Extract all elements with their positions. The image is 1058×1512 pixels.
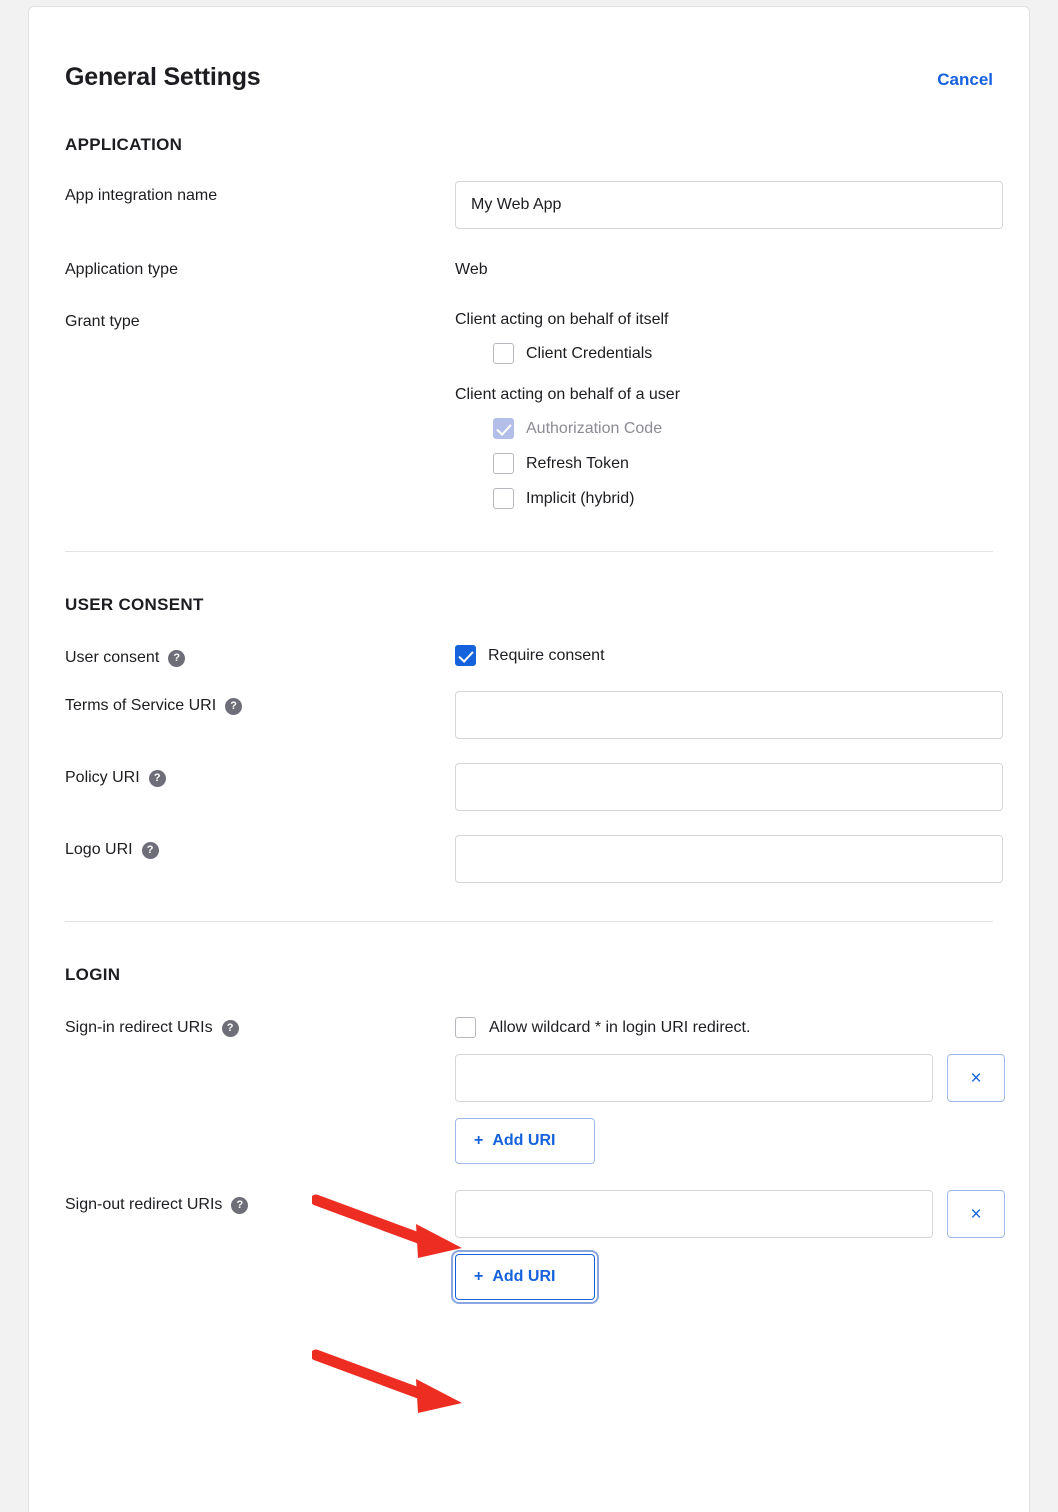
section-heading-user-consent: USER CONSENT [65, 595, 204, 614]
help-icon[interactable]: ? [142, 842, 159, 859]
row-application-type [65, 255, 993, 279]
row-policy-uri [65, 763, 993, 811]
row-logo-uri [65, 835, 993, 883]
section-heading-application: APPLICATION [65, 135, 183, 154]
label-signout-redirect-uris [65, 1190, 455, 1214]
grant-option-client-credentials[interactable] [493, 343, 993, 364]
add-signin-uri-button[interactable] [455, 1118, 595, 1164]
help-icon[interactable]: ? [222, 1020, 239, 1037]
policy-uri-input[interactable] [455, 763, 1003, 811]
checkbox-implicit-hybrid[interactable] [493, 488, 514, 509]
label-logo-uri [65, 835, 455, 859]
checkbox-authorization-code[interactable] [493, 418, 514, 439]
require-consent-row[interactable] [455, 645, 993, 666]
signin-uri-row [455, 1054, 1005, 1102]
add-signin-uri-label: Add URI [492, 1132, 556, 1149]
row-app-integration-name [65, 181, 993, 229]
checkbox-client-credentials-label: Client Credentials [526, 344, 653, 362]
logo-uri-input[interactable] [455, 835, 1003, 883]
grant-option-authorization-code[interactable] [493, 418, 993, 439]
grant-group-user-label: Client acting on behalf of a user [455, 386, 681, 403]
allow-wildcard-row[interactable] [455, 1017, 1005, 1038]
divider-application [65, 551, 993, 552]
plus-icon: + [474, 1268, 484, 1285]
label-policy-uri [65, 763, 455, 787]
signout-redirect-uris-label: Sign-out redirect URIs [65, 1196, 223, 1213]
signin-redirect-uri-input[interactable] [455, 1054, 933, 1102]
signout-uri-row [455, 1190, 1005, 1238]
application-type-label: Application type [65, 261, 178, 278]
row-signin-redirect-uris [65, 1013, 993, 1164]
cancel-button[interactable]: Cancel [937, 70, 993, 89]
tos-uri-input[interactable] [455, 691, 1003, 739]
checkbox-refresh-token-label: Refresh Token [526, 454, 629, 472]
remove-signout-uri-button[interactable]: × [947, 1190, 1005, 1238]
grant-option-refresh-token[interactable] [493, 453, 993, 474]
card-header [65, 7, 993, 92]
policy-uri-label: Policy URI [65, 769, 140, 786]
add-signout-uri-button[interactable] [455, 1254, 595, 1300]
checkbox-client-credentials[interactable] [493, 343, 514, 364]
row-user-consent [65, 643, 993, 667]
checkbox-require-consent-label: Require consent [488, 646, 605, 664]
app-integration-name-label: App integration name [65, 187, 218, 204]
remove-signin-uri-button[interactable]: × [947, 1054, 1005, 1102]
section-heading-login: LOGIN [65, 965, 121, 984]
row-signout-redirect-uris [65, 1190, 993, 1300]
add-signout-uri-label: Add URI [492, 1268, 556, 1285]
label-signin-redirect-uris [65, 1013, 455, 1037]
label-app-integration-name [65, 181, 455, 205]
page-title: General Settings [65, 63, 261, 91]
row-tos-uri [65, 691, 993, 739]
checkbox-implicit-hybrid-label: Implicit (hybrid) [526, 489, 635, 507]
label-user-consent [65, 643, 455, 667]
label-application-type [65, 255, 455, 279]
plus-icon: + [474, 1132, 484, 1149]
checkbox-allow-wildcard[interactable] [455, 1017, 476, 1038]
grant-group-self-label: Client acting on behalf of itself [455, 311, 669, 328]
signin-redirect-uris-label: Sign-in redirect URIs [65, 1019, 213, 1036]
signout-redirect-uri-input[interactable] [455, 1190, 933, 1238]
help-icon[interactable]: ? [149, 770, 166, 787]
general-settings-card [28, 6, 1030, 1512]
application-type-value: Web [455, 261, 488, 278]
app-integration-name-input[interactable] [455, 181, 1003, 229]
label-grant-type [65, 307, 455, 331]
help-icon[interactable]: ? [225, 698, 242, 715]
row-grant-type [65, 307, 993, 509]
checkbox-refresh-token[interactable] [493, 453, 514, 474]
help-icon[interactable]: ? [231, 1197, 248, 1214]
logo-uri-label: Logo URI [65, 841, 133, 858]
help-icon[interactable]: ? [168, 650, 185, 667]
label-tos-uri [65, 691, 455, 715]
checkbox-allow-wildcard-label: Allow wildcard * in login URI redirect. [489, 1018, 751, 1036]
tos-uri-label: Terms of Service URI [65, 697, 217, 714]
user-consent-label: User consent [65, 649, 160, 666]
checkbox-authorization-code-label: Authorization Code [526, 419, 663, 437]
divider-user-consent [65, 921, 993, 922]
grant-type-label: Grant type [65, 313, 140, 330]
checkbox-require-consent[interactable] [455, 645, 476, 666]
grant-option-implicit-hybrid[interactable] [493, 488, 993, 509]
